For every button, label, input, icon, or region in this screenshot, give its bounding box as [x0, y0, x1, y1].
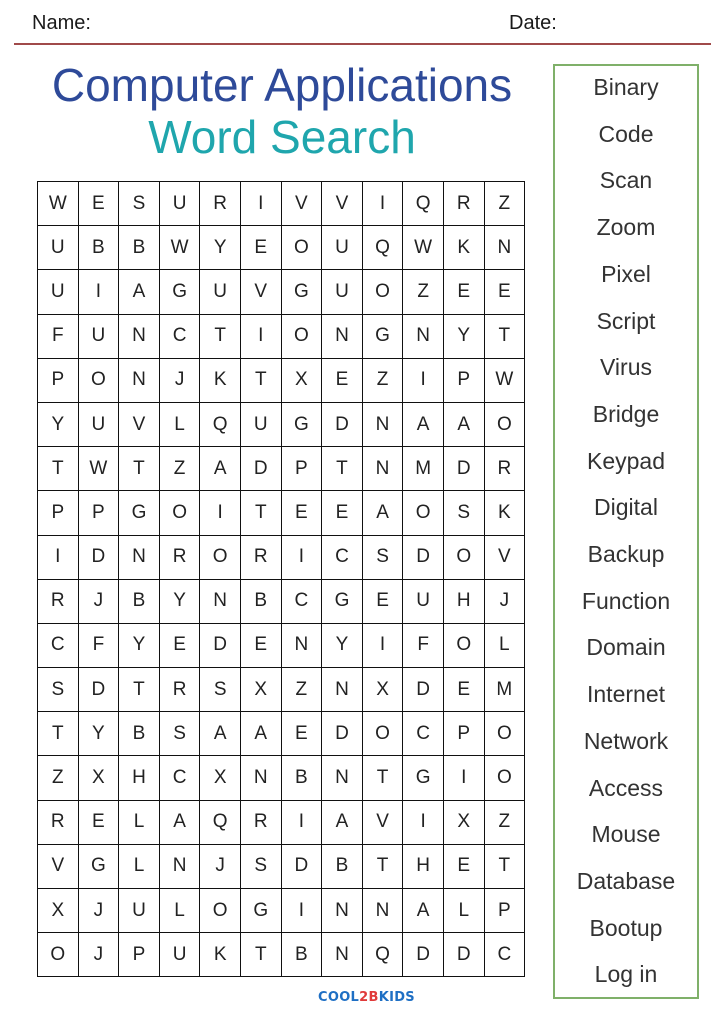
grid-cell: K — [444, 226, 485, 270]
grid-cell: G — [241, 889, 282, 933]
header-divider — [14, 43, 711, 45]
word-list-item: Keypad — [586, 447, 665, 474]
grid-cell: J — [200, 845, 241, 889]
grid-cell: X — [282, 359, 323, 403]
page-title: Computer Applications — [51, 59, 513, 111]
grid-cell: X — [79, 756, 120, 800]
grid-cell: I — [38, 536, 79, 580]
grid-cell: Z — [160, 447, 201, 491]
grid-cell: L — [160, 403, 201, 447]
grid-cell: O — [160, 491, 201, 535]
grid-cell: N — [322, 889, 363, 933]
grid-cell: R — [38, 580, 79, 624]
word-list-item: Backup — [587, 541, 665, 567]
grid-cell: Y — [444, 315, 485, 359]
grid-cell: X — [363, 668, 404, 712]
grid-cell: U — [38, 226, 79, 270]
grid-cell: V — [38, 845, 79, 889]
grid-cell: I — [403, 359, 444, 403]
grid-cell: O — [79, 359, 120, 403]
grid-cell: M — [485, 668, 526, 712]
grid-cell: N — [485, 226, 526, 270]
word-list-item: Internet — [587, 681, 665, 708]
grid-cell: G — [119, 491, 160, 535]
grid-cell: T — [322, 447, 363, 491]
grid-cell: U — [38, 270, 79, 314]
grid-cell: P — [444, 359, 485, 403]
grid-cell: C — [160, 756, 201, 800]
grid-cell: T — [363, 756, 404, 800]
grid-cell: U — [403, 580, 444, 624]
word-list-item: Network — [583, 727, 669, 754]
grid-cell: D — [241, 447, 282, 491]
grid-cell: I — [363, 182, 404, 226]
grid-cell: D — [403, 536, 444, 580]
word-list-item: Zoom — [596, 214, 656, 241]
grid-cell: L — [485, 624, 526, 668]
grid-cell: O — [363, 270, 404, 314]
word-list-item: Scan — [599, 167, 653, 194]
grid-cell: N — [363, 447, 404, 491]
grid-cell: N — [282, 624, 323, 668]
grid-cell: V — [282, 182, 323, 226]
grid-cell: P — [38, 359, 79, 403]
grid-cell: U — [200, 270, 241, 314]
word-list-item: Script — [596, 307, 656, 334]
grid-cell: D — [282, 845, 323, 889]
grid-cell: O — [485, 403, 526, 447]
grid-cell: B — [282, 933, 323, 977]
grid-cell: Z — [403, 270, 444, 314]
grid-cell: X — [200, 756, 241, 800]
grid-cell: T — [200, 315, 241, 359]
grid-cell: J — [485, 580, 526, 624]
grid-cell: V — [485, 536, 526, 580]
grid-cell: Y — [200, 226, 241, 270]
grid-cell: W — [485, 359, 526, 403]
grid-cell: G — [79, 845, 120, 889]
grid-cell: P — [38, 491, 79, 535]
grid-cell: H — [119, 756, 160, 800]
grid-cell: D — [79, 668, 120, 712]
grid-cell: V — [119, 403, 160, 447]
grid-cell: S — [444, 491, 485, 535]
grid-cell: Z — [485, 801, 526, 845]
grid-cell: I — [403, 801, 444, 845]
grid-cell: T — [241, 491, 282, 535]
grid-cell: A — [160, 801, 201, 845]
grid-cell: P — [79, 491, 120, 535]
grid-cell: O — [200, 536, 241, 580]
grid-cell: W — [403, 226, 444, 270]
grid-cell: U — [322, 226, 363, 270]
grid-cell: U — [79, 315, 120, 359]
grid-cell: A — [444, 403, 485, 447]
grid-cell: R — [241, 801, 282, 845]
grid-cell: E — [79, 182, 120, 226]
grid-cell: C — [322, 536, 363, 580]
word-search-grid — [37, 181, 525, 977]
grid-cell: P — [282, 447, 323, 491]
grid-cell: D — [444, 933, 485, 977]
grid-cell: T — [363, 845, 404, 889]
grid-cell: N — [322, 756, 363, 800]
grid-cell: O — [485, 712, 526, 756]
grid-cell: Y — [79, 712, 120, 756]
grid-cell: S — [200, 668, 241, 712]
grid-cell: E — [241, 624, 282, 668]
grid-cell: C — [485, 933, 526, 977]
logo-part-1: COOL — [318, 990, 360, 1005]
grid-cell: G — [282, 270, 323, 314]
grid-cell: A — [363, 491, 404, 535]
grid-cell: N — [322, 933, 363, 977]
grid-cell: R — [38, 801, 79, 845]
grid-cell: B — [282, 756, 323, 800]
grid-cell: R — [200, 182, 241, 226]
grid-cell: I — [241, 182, 282, 226]
grid-cell: N — [200, 580, 241, 624]
grid-cell: D — [200, 624, 241, 668]
grid-cell: D — [444, 447, 485, 491]
grid-cell: Z — [282, 668, 323, 712]
grid-cell: H — [403, 845, 444, 889]
word-list — [553, 64, 699, 999]
word-list-item: Mouse — [591, 821, 661, 848]
grid-cell: J — [79, 933, 120, 977]
date-label: Date: — [509, 12, 557, 34]
grid-cell: B — [322, 845, 363, 889]
grid-cell: W — [79, 447, 120, 491]
grid-cell: U — [160, 182, 201, 226]
grid-cell: E — [444, 845, 485, 889]
grid-cell: S — [363, 536, 404, 580]
grid-cell: O — [403, 491, 444, 535]
grid-cell: E — [363, 580, 404, 624]
grid-cell: U — [79, 403, 120, 447]
grid-cell: N — [119, 359, 160, 403]
grid-cell: O — [444, 536, 485, 580]
grid-cell: L — [160, 889, 201, 933]
grid-cell: Q — [200, 801, 241, 845]
grid-cell: Y — [322, 624, 363, 668]
brand-logo — [318, 990, 415, 1005]
grid-cell: D — [403, 933, 444, 977]
grid-cell: D — [322, 712, 363, 756]
grid-cell: F — [403, 624, 444, 668]
grid-cell: V — [363, 801, 404, 845]
grid-cell: Y — [119, 624, 160, 668]
grid-cell: S — [38, 668, 79, 712]
grid-cell: G — [282, 403, 323, 447]
grid-cell: T — [38, 712, 79, 756]
word-list-item: Code — [598, 120, 654, 147]
grid-cell: I — [241, 315, 282, 359]
grid-cell: V — [322, 182, 363, 226]
grid-cell: A — [119, 270, 160, 314]
grid-cell: H — [444, 580, 485, 624]
grid-cell: I — [79, 270, 120, 314]
grid-cell: D — [403, 668, 444, 712]
grid-cell: I — [282, 889, 323, 933]
grid-cell: Z — [485, 182, 526, 226]
grid-cell: U — [241, 403, 282, 447]
grid-cell: A — [200, 712, 241, 756]
grid-cell: C — [160, 315, 201, 359]
grid-cell: K — [200, 359, 241, 403]
grid-cell: B — [119, 712, 160, 756]
grid-cell: P — [444, 712, 485, 756]
grid-cell: Y — [38, 403, 79, 447]
grid-cell: D — [322, 403, 363, 447]
grid-cell: Q — [200, 403, 241, 447]
grid-cell: N — [363, 403, 404, 447]
grid-cell: O — [200, 889, 241, 933]
grid-cell: R — [160, 536, 201, 580]
grid-cell: B — [119, 226, 160, 270]
grid-cell: U — [322, 270, 363, 314]
grid-cell: T — [485, 315, 526, 359]
grid-cell: G — [363, 315, 404, 359]
grid-cell: A — [403, 889, 444, 933]
grid-cell: A — [241, 712, 282, 756]
grid-cell: J — [79, 889, 120, 933]
grid-cell: B — [119, 580, 160, 624]
grid-cell: O — [363, 712, 404, 756]
grid-cell: E — [282, 712, 323, 756]
grid-cell: T — [119, 447, 160, 491]
page-subtitle: Word Search — [148, 111, 416, 163]
grid-cell: E — [322, 491, 363, 535]
grid-cell: R — [444, 182, 485, 226]
grid-cell: C — [282, 580, 323, 624]
grid-cell: R — [241, 536, 282, 580]
grid-cell: I — [444, 756, 485, 800]
grid-cell: E — [79, 801, 120, 845]
grid-cell: C — [38, 624, 79, 668]
grid-cell: X — [38, 889, 79, 933]
grid-cell: T — [241, 933, 282, 977]
grid-cell: A — [322, 801, 363, 845]
grid-cell: N — [322, 668, 363, 712]
grid-cell: G — [403, 756, 444, 800]
grid-cell: N — [363, 889, 404, 933]
word-list-item: Pixel — [601, 260, 651, 287]
grid-cell: J — [79, 580, 120, 624]
grid-cell: F — [38, 315, 79, 359]
grid-cell: M — [403, 447, 444, 491]
name-label: Name: — [32, 12, 91, 34]
grid-cell: T — [485, 845, 526, 889]
grid-cell: O — [444, 624, 485, 668]
grid-cell: I — [282, 536, 323, 580]
grid-cell: T — [38, 447, 79, 491]
grid-cell: A — [200, 447, 241, 491]
word-list-item: Database — [576, 867, 676, 894]
grid-cell: T — [241, 359, 282, 403]
grid-cell: K — [200, 933, 241, 977]
grid-cell: Q — [363, 226, 404, 270]
grid-cell: E — [322, 359, 363, 403]
word-list-item: Bootup — [589, 914, 663, 941]
grid-cell: J — [160, 359, 201, 403]
word-list-item: Log in — [594, 961, 658, 988]
word-list-item: Access — [588, 774, 664, 801]
grid-cell: X — [241, 668, 282, 712]
grid-cell: I — [200, 491, 241, 535]
grid-cell: G — [160, 270, 201, 314]
grid-cell: L — [444, 889, 485, 933]
grid-cell: Z — [38, 756, 79, 800]
word-list-item: Function — [581, 587, 671, 614]
grid-cell: O — [282, 315, 323, 359]
grid-cell: R — [160, 668, 201, 712]
word-list-item: Domain — [586, 634, 666, 661]
grid-cell: C — [403, 712, 444, 756]
grid-cell: E — [282, 491, 323, 535]
grid-cell: Z — [363, 359, 404, 403]
grid-cell: G — [322, 580, 363, 624]
grid-cell: E — [160, 624, 201, 668]
grid-cell: I — [363, 624, 404, 668]
grid-cell: E — [444, 668, 485, 712]
grid-cell: N — [160, 845, 201, 889]
grid-cell: Q — [363, 933, 404, 977]
grid-cell: I — [282, 801, 323, 845]
grid-cell: F — [79, 624, 120, 668]
grid-cell: Y — [160, 580, 201, 624]
grid-cell: O — [485, 756, 526, 800]
grid-cell: K — [485, 491, 526, 535]
grid-cell: N — [119, 536, 160, 580]
grid-cell: S — [160, 712, 201, 756]
grid-cell: V — [241, 270, 282, 314]
grid-cell: W — [38, 182, 79, 226]
logo-part-2: 2B — [359, 990, 379, 1005]
grid-cell: S — [119, 182, 160, 226]
grid-cell: Q — [403, 182, 444, 226]
grid-cell: X — [444, 801, 485, 845]
grid-cell: D — [79, 536, 120, 580]
grid-cell: O — [38, 933, 79, 977]
word-list-item: Binary — [593, 74, 659, 100]
logo-part-3: KIDS — [378, 990, 415, 1005]
grid-cell: N — [119, 315, 160, 359]
grid-cell: E — [444, 270, 485, 314]
grid-cell: N — [403, 315, 444, 359]
grid-cell: T — [119, 668, 160, 712]
grid-cell: L — [119, 801, 160, 845]
grid-cell: U — [160, 933, 201, 977]
grid-cell: A — [403, 403, 444, 447]
grid-cell: P — [119, 933, 160, 977]
word-list-item: Bridge — [592, 400, 660, 427]
grid-cell: R — [485, 447, 526, 491]
grid-cell: W — [160, 226, 201, 270]
grid-cell: E — [241, 226, 282, 270]
grid-cell: S — [241, 845, 282, 889]
grid-cell: N — [241, 756, 282, 800]
grid-cell: E — [485, 270, 526, 314]
grid-cell: O — [282, 226, 323, 270]
word-list-item: Virus — [600, 354, 652, 381]
grid-cell: P — [485, 889, 526, 933]
grid-cell: U — [119, 889, 160, 933]
word-list-item: Digital — [594, 494, 658, 521]
grid-cell: B — [79, 226, 120, 270]
grid-cell: N — [322, 315, 363, 359]
grid-cell: B — [241, 580, 282, 624]
grid-cell: L — [119, 845, 160, 889]
